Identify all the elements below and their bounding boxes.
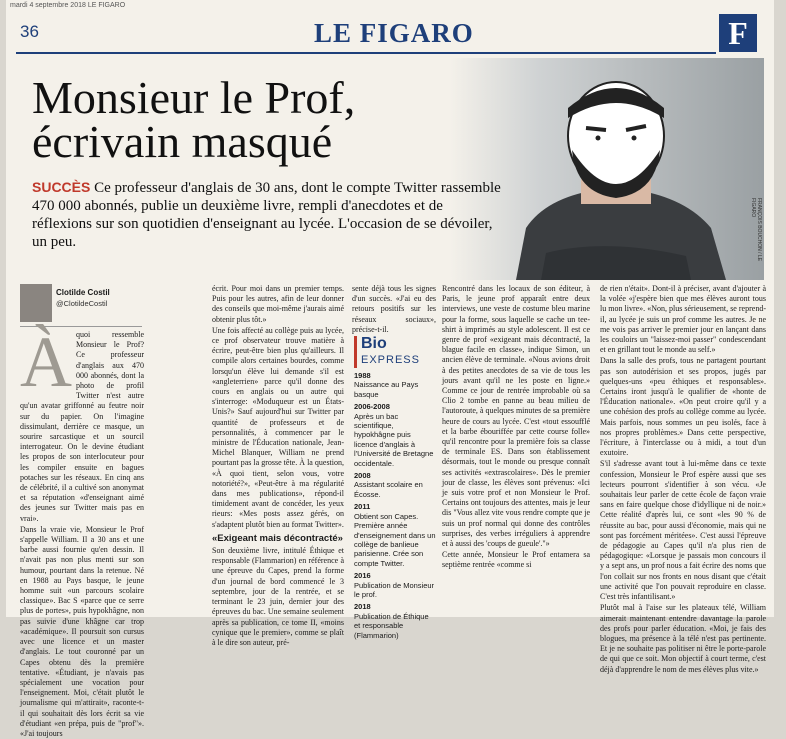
paragraph: Une fois affecté au collège puis au lycée, ce prof observateur trouve matière à écrire, peut-être bien plus qu'ailleurs. Il compile alors certaines bourdes, comme lorsqu'un élève lui demande s'il est «angleterrien» parce qu'il donne des cours en anglais ou un autre qui s'interroge: «Moduqueur est un États-Unis?» Sauf aujourd'hui sur Twitter par quantité de professeurs et de personnalités, à commencer par le ministre de l'Éducation nationale, Jean-Michel Blanquer, William ne prend pourtant pas la grosse tête. À la question, «À quoi tient, selon vous, votre notoriété?», «Peut-être à ma régularité dans mes publications», répond-il timidement avant de concéder, les yeux rieurs: «Mes posts assez gérés, on s'adaptent plutôt bien au format Twitter». — [212, 325, 344, 529]
author-twitter-handle: @ClotildeCostil — [56, 299, 108, 308]
paragraph: Dans la vraie vie, Monsieur le Prof s'appelle William. Il a 30 ans et une barbe aussi fournie qu'en dessin. Il n'avait pas non plus menti sur son humour, pourtant dans la retenue. Né en 1988 au Pays basque, le jeune homme suit «un parcours scolaire classique». Bac S «parce que ce serre plus de portes», puis hypokhâgne, non pas suivie d'une khâgne car trop «académique». Il poursuit son cursus avec une licence et un master d'anglais. Le tout couronné par un Capes obtenu dès la première tentative. «Étudiant, je n'avais pas spécialement une vocation pour l'enseignement. Moi, c'était plutôt le journalisme qui m'attirait», raconte-t-il qui souhaitait dès lors écrit sa vie d'étudiant «en prépa, puis de "prof"». «J'ai toujours — [20, 524, 144, 738]
column-3-top — [352, 284, 436, 334]
column-2 — [212, 284, 344, 647]
page-header — [16, 16, 716, 54]
newspaper-page — [6, 0, 774, 738]
paragraph: S'il s'adresse avant tout à lui-même dans ce texte confession, Monsieur le Prof espère aussi que ses lecteurs pourront s'identifier à son vécu. «Je souhaitais leur parler de cette école de façon vraie sans en faire quelque chose d'idyllique ni de noir.» Cette réalité d'après lui, ce sont «les 90 % de réussite au bac, pour aussi d'économie, mais qui ne sont pas forcément méritées». C'est aussi l'épreuve de pédagogie au Capes qu'il n'a plus rien de pédagogique: «Lorsque je passais mon concours il y a sept ans, un prof nous a fait écrire des noms que l'on collait sur nos fronts en nous disant que c'était une activité que l'on pouvait reproduire en classe. C'est très infantilisant.» — [600, 459, 766, 602]
bio-title — [354, 336, 436, 368]
portrait-illustration — [486, 78, 746, 280]
photo-credit: FRANÇOIS BOUCHON / LE FIGARO — [750, 198, 762, 262]
paragraph: de rien n'était». Dont-il à préciser, avant d'ajouter à la volée «j'espère bien que mes élèves auront tous lu mon livre». «Non, plus sérieusement, se reprend-il, au lycée je suis un prof comme les autres. Je ne me vois pas arriver le premier jour en lançant dans les couloirs un "laissez-moi passer" condescendant et en grillant tout le monde au self.» — [600, 284, 766, 355]
paragraph: écrit. Pour moi dans un premier temps. Puis pour les autres, afin de leur donner des conseils que moi-même j'aurais aimé obtenir plus tôt.» — [212, 284, 344, 324]
subheading: «Exigeant mais décontracté» — [212, 532, 343, 544]
bio-entry-text: Après un bac scientifique, hypokhâgne puis licence d'anglais à l'Université de Bretagne occidentale. — [354, 411, 434, 468]
paragraph: Plutôt mal à l'aise sur les plateaux télé, William aimerait maintenant entendre davantage la parole des profs pour parler éducation. «Moi, je fais des blogues, ma présence à la télé n'est pas pertinente. Et je ne souhaite pas politiser ni être le porte-parole de qui que ce soit. Mon objectif à court terme, c'est déjà d'apprendre le nom de mes élèves plus vite.» — [600, 603, 766, 674]
headline — [32, 72, 512, 167]
author-name: Clotilde Costil — [56, 288, 110, 297]
article-body — [16, 284, 772, 738]
lead-kicker: SUCCÈS — [32, 179, 91, 195]
bio-year: 2008 — [354, 471, 371, 481]
bio-entry-text: Publication de Monsieur le prof. — [354, 580, 435, 599]
bio-entry-text: Naissance au Pays basque — [354, 380, 419, 399]
lead-paragraph — [32, 178, 502, 251]
paragraph: Cette année, Monsieur le Prof entamera sa septième rentrée «comme si — [442, 550, 590, 570]
bio-year: 2018 — [354, 602, 371, 612]
paragraph: Son deuxième livre, intitulé Éthique et responsable (Flammarion) en référence à une épreuve du Capes, prend la forme d'un journal de bord commencé le 3 septembre, jour de la rentrée, et se terminant le 23 juin, dernier jour des épreuves du bac. Une semaine seulement après sa publication, ce tome II, «moins cynique que le premier», comme se plaît à le dire son auteur, pré- — [212, 546, 344, 647]
lead-text: Ce professeur d'anglais de 30 ans, dont le compte Twitter rassemble 470 000 abonnés, publie un deuxième livre, rempli d'anecdotes et de réflexions sur son quotidien d'enseignant au lycée. L'occasion de se dévoiler, un peu. — [32, 180, 501, 250]
bio-entry-text: Obtient son Capes. Première année d'enseignement dans un collège de banlieue parisienne. Crée son compte Twitter. — [354, 511, 436, 568]
headline-line-1: Monsieur le Prof, — [32, 72, 356, 123]
column-1 — [20, 322, 144, 738]
column-3 — [442, 284, 590, 614]
bio-express-box — [354, 335, 436, 640]
figaro-logo: F — [719, 14, 757, 52]
paragraph: sente déjà tous les signes d'un succès. «J'ai eu des retours positifs sur les réseaux sociaux», précise-t-il. — [352, 284, 436, 334]
page-number: 36 — [20, 22, 39, 41]
headline-line-2: écrivain masqué — [32, 116, 333, 167]
hero-section — [16, 58, 764, 280]
dropcap: À — [20, 322, 72, 402]
author-avatar — [20, 284, 52, 322]
bio-title-word: Bio — [361, 335, 387, 352]
masthead: LE FIGARO — [314, 18, 474, 48]
paragraph: quoi ressemble Monsieur le Prof? Ce professeur d'anglais aux 470 000 abonnés, dont la photo de profil Twitter n'est autre qu'un avatar griffonné au feutre noir sur du papier. On l'imagine dissimulant, derrière ce masque, un sourire sarcastique et un sourcil interrogateur. On le devine étudiant les propos de son interlocuteur pour les compiler ensuite en bagues potaches sur les réseaux. En cinq ans de célébrité, il a cultivé son anonymat et sa réputation «d'enseignant aimé des jeunes sur Twitter mais pas en vrai». — [20, 330, 144, 523]
bio-entry-text: Assistant scolaire en Écosse. — [354, 480, 423, 499]
bio-express-word: EXPRESS — [361, 354, 420, 366]
bio-year: 2006-2008 — [354, 402, 390, 412]
paragraph: Rencontré dans les locaux de son éditeur, à Paris, le jeune prof apparaît entre deux interviews, une veste de costume bleu marine pour la forme, sous laquelle se cache un tee-shirt à imprimés au style adolescent. Il est ce genre de prof «exigeant mais décontracté, la blague facile en classe», indique Simon, un ancien élève de terminale. «Nous avions droit à des petites anecdotes de sa vie de tous les jours avant qu'il ne les poste en ligne.» Comme ce jour de rentrée improbable où sa Clio 2 tombe en panne au beau milieu de l'autoroute, à quelques minutes de sa première heure de cours au lycée. C'est «tout essoufflé et la barbe ébouriffée par cette course folle» qu'il rencontre pour la première fois sa classe de terminale ES. Dans son établissement désormais, tout le monde ou presque connaît ses activités «extrascolaires». Dès le premier jour de classe, les élèves sont prévenus: «Ici je suis votre prof et non Monsieur le Prof. Certains ont toujours des attentes, mais je leur dis "Vous allez vite vous rendre compte que je suis un prof normal qui donne des contrôles surprises, des verbes irréguliers à apprendre et à aussi des 'coups de gueule'."» — [442, 284, 590, 549]
paragraph: Dans la salle des profs, tous ne partagent pourtant pas son autodérision et ses propos, jugés par quelques-uns «peu éthiques et responsables». Certains iront jusqu'à le qualifier de «honte de l'Éducation nationale». «On peut croire qu'il y a une cohésion des profs au collège comme au lycée. Mais parfois, nous sommes un peu isolés, face à nos propres problèmes.» Dans cette perspective, l'écriture, à l'interclasse ou à midi, a tout d'un exutoire. — [600, 356, 766, 458]
bio-year: 2016 — [354, 571, 371, 581]
column-4 — [600, 284, 766, 674]
bio-year: 2011 — [354, 502, 371, 512]
bio-year: 1988 — [354, 371, 371, 380]
bio-timeline — [354, 371, 436, 640]
byline — [20, 284, 142, 327]
folio-line: mardi 4 septembre 2018 LE FIGARO — [10, 2, 126, 9]
bio-entry-text: Publication de Éthique et responsable (Flammarion) — [354, 611, 429, 640]
